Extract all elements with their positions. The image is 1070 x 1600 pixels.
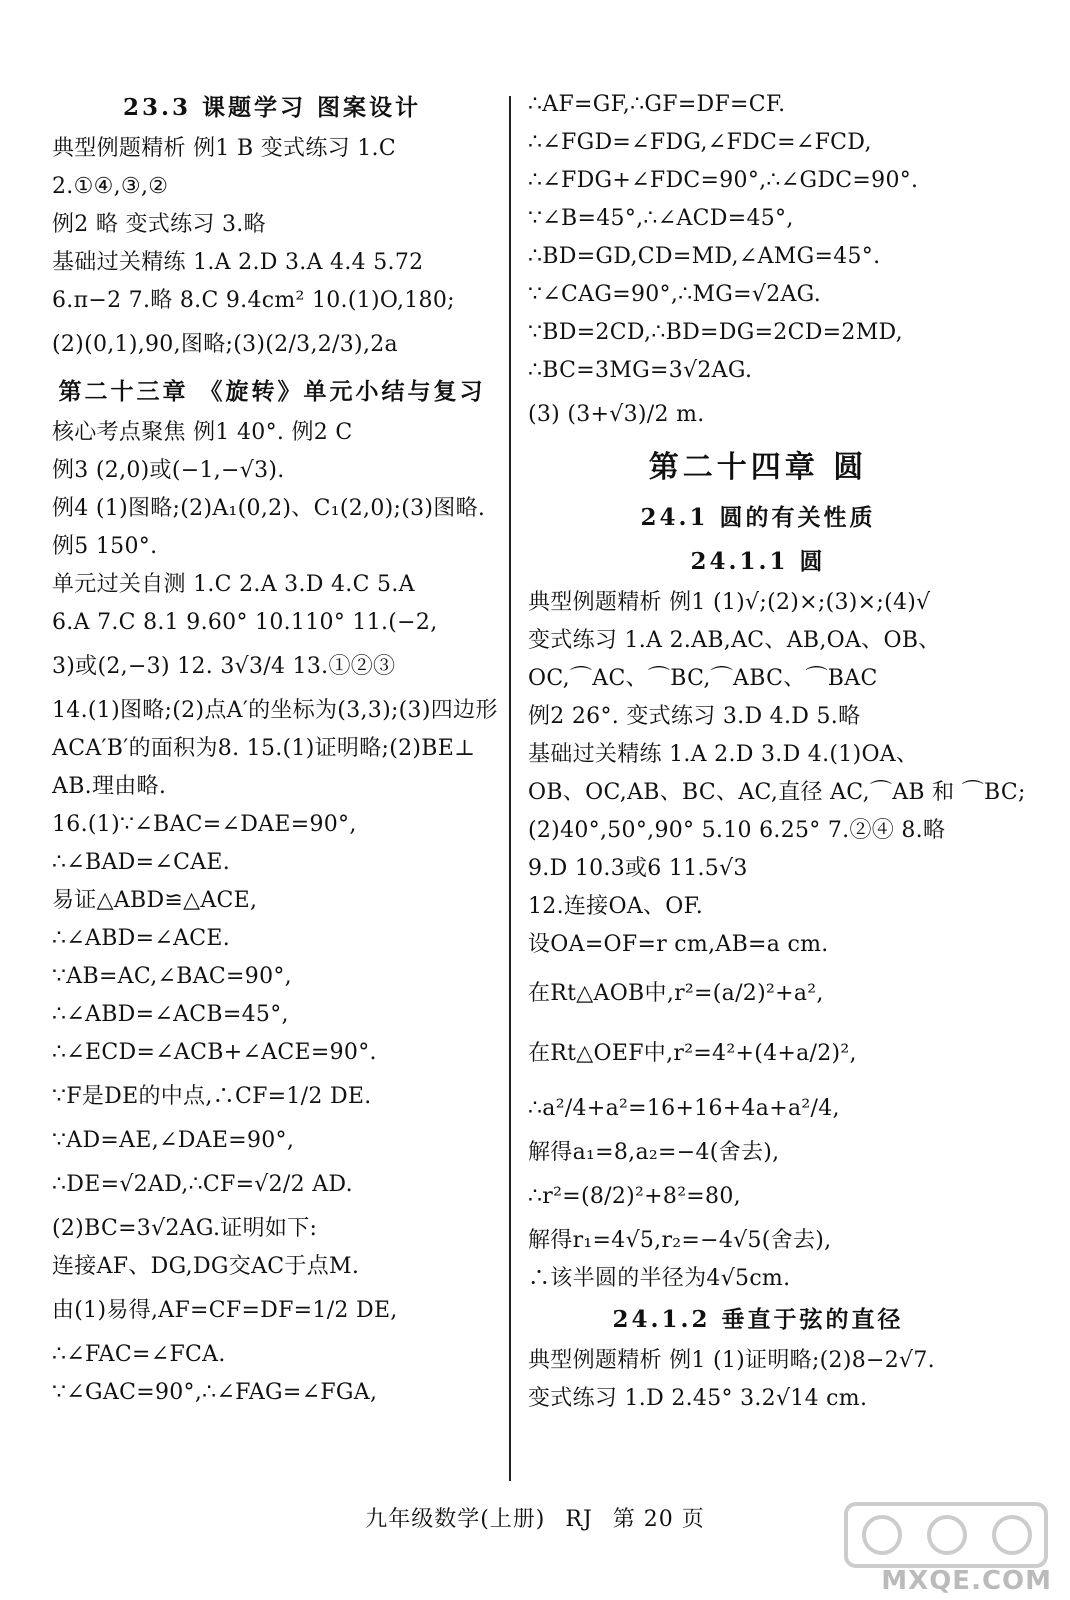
answer-line: 由(1)易得,AF=CF=DF=1/2 DE, bbox=[52, 1298, 398, 1323]
answer-line: (2)40°,50°,90° 5.10 6.25° 7.②④ 8.略 bbox=[528, 818, 946, 843]
section-heading: 24.1.1 圆 bbox=[690, 548, 826, 575]
answer-line: 单元过关自测 1.C 2.A 3.D 4.C 5.A bbox=[52, 572, 415, 597]
answer-line: 易证△ABD≌△ACE, bbox=[52, 888, 258, 913]
answer-line: ∴∠ECD=∠ACB+∠ACE=90°. bbox=[52, 1040, 377, 1065]
answer-line: 解得r₁=4√5,r₂=−4√5(舍去), bbox=[528, 1228, 832, 1253]
footer-edition: RJ bbox=[565, 1507, 593, 1532]
answer-line: ∴∠ABD=∠ACE. bbox=[52, 926, 231, 951]
answer-line: ∴∠FGD=∠FDG,∠FDC=∠FCD, bbox=[528, 130, 872, 155]
footer-page-number: 第 20 页 bbox=[612, 1507, 705, 1532]
answer-line: 连接AF、DG,DG交AC于点M. bbox=[52, 1254, 360, 1279]
answer-line: 设OA=OF=r cm,AB=a cm. bbox=[528, 932, 829, 957]
answer-line: ∵∠B=45°,∴∠ACD=45°, bbox=[528, 206, 794, 231]
answer-line: 16.(1)∵∠BAC=∠DAE=90°, bbox=[52, 812, 357, 837]
answer-line: 变式练习 1.A 2.AB,AC、AB,OA、OB、 bbox=[528, 628, 941, 653]
answer-line: 典型例题精析 例1 (1)√;(2)×;(3)×;(4)√ bbox=[528, 590, 931, 615]
answer-line: 在Rt△OEF中,r²=4²+(4+a/2)², bbox=[528, 1041, 857, 1066]
watermark-logo bbox=[842, 1500, 1052, 1596]
answer-line: (2)(0,1),90,图略;(3)(2/3,2/3),2a bbox=[52, 332, 398, 357]
answer-line: ∴r²=(8/2)²+8²=80, bbox=[528, 1184, 741, 1209]
answer-line: 例5 150°. bbox=[52, 534, 158, 559]
answer-line: ∵AB=AC,∠BAC=90°, bbox=[52, 964, 292, 989]
column-divider bbox=[509, 96, 511, 1481]
answer-line: ACA′B′的面积为8. 15.(1)证明略;(2)BE⊥ bbox=[52, 736, 476, 761]
section-heading: 第二十三章 《旋转》单元小结与复习 bbox=[58, 378, 486, 405]
footer-subject: 九年级数学(上册) bbox=[365, 1507, 546, 1532]
answer-line: ∴∠ABD=∠ACB=45°, bbox=[52, 1002, 289, 1027]
answer-line: 例2 26°. 变式练习 3.D 4.D 5.略 bbox=[528, 704, 861, 729]
answer-line: 6.π−2 7.略 8.C 9.4cm² 10.(1)O,180; bbox=[52, 288, 455, 313]
answer-line: 14.(1)图略;(2)点A′的坐标为(3,3);(3)四边形 bbox=[52, 698, 498, 723]
answer-line: AB.理由略. bbox=[52, 774, 167, 799]
answer-line: ∴∠BAD=∠CAE. bbox=[52, 850, 231, 875]
left-column bbox=[52, 86, 498, 1412]
answer-line: 基础过关精练 1.A 2.D 3.D 4.(1)OA、 bbox=[528, 742, 919, 767]
answer-line: 解得a₁=8,a₂=−4(舍去), bbox=[528, 1140, 780, 1165]
answer-line: OC,⌒AC、⌒BC,⌒ABC、⌒BAC bbox=[528, 666, 878, 691]
right-column bbox=[528, 86, 1026, 1418]
answer-line: ∴a²/4+a²=16+16+4a+a²/4, bbox=[528, 1096, 840, 1121]
section-heading: 24.1 圆的有关性质 bbox=[640, 504, 876, 531]
answer-line: OB、OC,AB、BC、AC,直径 AC,⌒AB 和 ⌒BC; bbox=[528, 780, 1026, 805]
answer-line: 基础过关精练 1.A 2.D 3.A 4.4 5.72 bbox=[52, 250, 424, 275]
answer-line: ∴BC=3MG=3√2AG. bbox=[528, 358, 753, 383]
watermark-text: MXQE.COM bbox=[881, 1566, 1052, 1596]
answer-line: 12.连接OA、OF. bbox=[528, 894, 704, 919]
answer-line: 变式练习 1.D 2.45° 3.2√14 cm. bbox=[528, 1386, 868, 1411]
section-heading: 23.3 课题学习 图案设计 bbox=[122, 94, 422, 121]
answer-line: 9.D 10.3或6 11.5√3 bbox=[528, 856, 748, 881]
answer-line: 典型例题精析 例1 B 变式练习 1.C bbox=[52, 136, 396, 161]
answer-line: 例3 (2,0)或(−1,−√3). bbox=[52, 458, 285, 483]
answer-line: 例4 (1)图略;(2)A₁(0,2)、C₁(2,0);(3)图略. bbox=[52, 496, 486, 521]
answer-line: ∴∠FAC=∠FCA. bbox=[52, 1342, 226, 1367]
answer-line: ∵AD=AE,∠DAE=90°, bbox=[52, 1128, 295, 1153]
answer-line: ∵BD=2CD,∴BD=DG=2CD=2MD, bbox=[528, 320, 903, 345]
section-heading: 第二十四章 圆 bbox=[648, 450, 868, 485]
answer-line: 典型例题精析 例1 (1)证明略;(2)8−2√7. bbox=[528, 1348, 935, 1373]
answer-line: 2.①④,③,② bbox=[52, 174, 169, 199]
answer-line: ∵F是DE的中点,∴CF=1/2 DE. bbox=[52, 1084, 372, 1109]
answer-line: (2)BC=3√2AG.证明如下: bbox=[52, 1216, 318, 1241]
watermark-stamp-icon bbox=[842, 1500, 1052, 1570]
answer-line: 核心考点聚焦 例1 40°. 例2 C bbox=[52, 420, 353, 445]
section-heading: 24.1.2 垂直于弦的直径 bbox=[612, 1306, 904, 1333]
answer-line: ∴AF=GF,∴GF=DF=CF. bbox=[528, 92, 786, 117]
answer-line: 例2 略 变式练习 3.略 bbox=[52, 212, 266, 237]
answer-line: ∴该半圆的半径为4√5cm. bbox=[528, 1266, 791, 1291]
answer-line: (3) (3+√3)/2 m. bbox=[528, 402, 705, 427]
answer-line: ∴DE=√2AD,∴CF=√2/2 AD. bbox=[52, 1172, 353, 1197]
answer-line: ∴∠FDG+∠FDC=90°,∴∠GDC=90°. bbox=[528, 168, 919, 193]
answer-line: 6.A 7.C 8.1 9.60° 10.110° 11.(−2, bbox=[52, 610, 438, 635]
answer-line: ∵∠GAC=90°,∴∠FAG=∠FGA, bbox=[52, 1380, 378, 1405]
answer-line: ∵∠CAG=90°,∴MG=√2AG. bbox=[528, 282, 822, 307]
answer-line: 在Rt△AOB中,r²=(a/2)²+a², bbox=[528, 981, 824, 1006]
answer-line: 3)或(2,−3) 12. 3√3/4 13.①②③ bbox=[52, 654, 396, 679]
answer-line: ∴BD=GD,CD=MD,∠AMG=45°. bbox=[528, 244, 881, 269]
